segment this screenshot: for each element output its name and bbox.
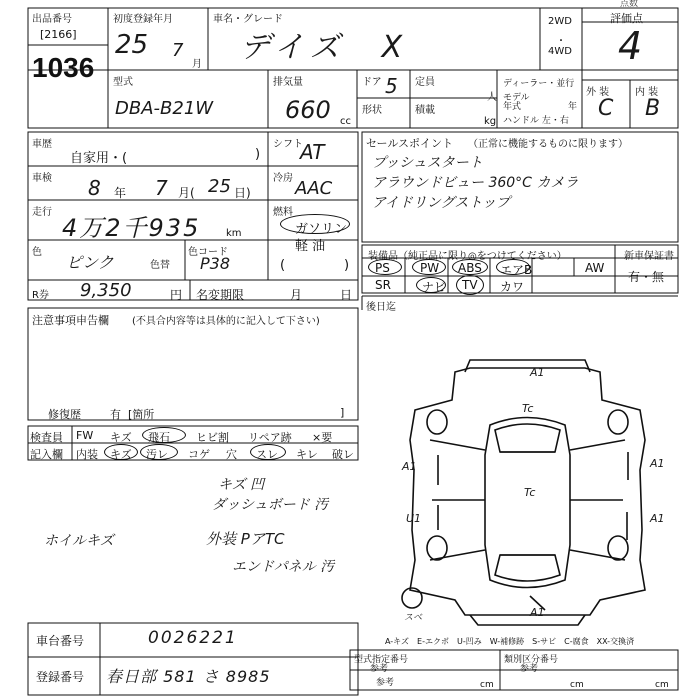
drive-4wd: 4WD: [548, 46, 572, 57]
model-year-label-1: モデル: [503, 93, 530, 103]
row2-burn: コゲ: [188, 448, 210, 461]
drive-2wd: 2WD: [548, 16, 572, 27]
displacement-value: 660: [285, 96, 331, 124]
reg-label: 登録番号: [36, 670, 85, 684]
equip-pw-circle: [412, 259, 446, 275]
damage-mark: A1: [650, 512, 665, 525]
equipment-label: 装備品（純正品に限り◎をつけてください）: [368, 251, 567, 262]
doors-label: ドア: [362, 77, 382, 88]
insp-month-unit: 月(: [178, 186, 195, 200]
color-code-label: 色コード: [188, 247, 228, 258]
row2-scratch: キズ: [110, 448, 132, 461]
equip-sr: SR: [375, 278, 391, 292]
equip-leather: カワ: [500, 280, 525, 294]
equip-airbag: エアB: [500, 263, 533, 277]
caution-note: (不具合内容等は具体的に記入して下さい): [132, 316, 320, 327]
note-line: エンドパネル 汚: [232, 559, 335, 575]
equip-airbag-circle: [496, 259, 530, 275]
row2-wear: スレ: [256, 448, 278, 461]
damage-mark: U1: [406, 512, 422, 525]
dealer-label: ディーラー・並行: [503, 79, 575, 89]
equip-abs: ABS: [458, 261, 482, 275]
capacity-unit: 人: [487, 92, 497, 103]
year-unit: 年: [568, 102, 578, 112]
row1-fw: FW: [76, 429, 94, 442]
sales-point-line: アラウンドビュー 360°C カメラ: [372, 175, 579, 191]
row2-tear: 破レ: [332, 448, 354, 461]
scratch-circle: [104, 444, 138, 460]
ac-value: AAC: [295, 178, 333, 199]
color-value: ピンク: [66, 253, 114, 272]
car-name-label: 車名・グレード: [213, 14, 283, 25]
damage-mark: A1: [650, 457, 665, 470]
row2-interior: 内装: [76, 448, 98, 461]
cc-unit: cc: [340, 116, 351, 127]
reg-value: 春日部 581 さ 8985: [106, 667, 271, 686]
ref-label-1: 参考: [370, 664, 389, 674]
chassis-label: 車台番号: [36, 634, 85, 648]
equip-aw: AW: [585, 261, 605, 275]
capacity-label: 定員: [415, 77, 435, 88]
cm-unit-3: cm: [655, 680, 669, 690]
insp-year: 8: [88, 176, 101, 200]
entry-label: 記入欄: [30, 448, 63, 461]
exterior-value: C: [598, 96, 614, 121]
model-label: 型式: [113, 77, 133, 88]
warranty-label: 新車保証書: [624, 251, 674, 262]
equip-pw: PW: [420, 261, 440, 275]
stone-circle: [142, 427, 186, 443]
mileage-label: 走行: [32, 207, 52, 218]
fuel-bracket-close: ): [344, 258, 350, 273]
post-process-label: 後日迄: [366, 302, 396, 313]
exterior-label: 外 装: [586, 87, 610, 98]
note-line: キズ 凹: [218, 477, 265, 493]
car-name: デイズ X: [240, 30, 409, 65]
damage-mark: A1: [530, 366, 545, 379]
mileage-value: 4万2千935: [62, 214, 201, 242]
interior-value: B: [645, 96, 661, 121]
row1-crack: ヒビ割: [196, 431, 229, 444]
row1-scratch: キズ: [110, 431, 132, 444]
left-note: ホイルキズ: [44, 533, 114, 549]
damage-mark: スベ: [404, 613, 423, 623]
fuel-gas: ガソリン: [295, 222, 348, 237]
yen-unit: 円: [170, 288, 183, 302]
recycle-label: R券: [32, 290, 49, 301]
color-code-value: P38: [200, 254, 231, 273]
kg-unit: kg: [484, 116, 497, 127]
grade-label: 評価点: [610, 12, 643, 25]
row1-repair: リペア跡: [248, 431, 292, 444]
insp-day-unit: 日): [234, 186, 251, 200]
equip-abs-circle: [452, 259, 488, 275]
color-change-label: 色替: [150, 260, 170, 271]
sales-points-label: セールスポイント: [366, 137, 454, 150]
color-label: 色: [32, 247, 42, 258]
name-change-label: 名変期限: [196, 288, 245, 302]
note-line: 外装 PアTC: [206, 530, 285, 548]
insp-month: 7: [155, 176, 168, 200]
partial-top-right: 点数: [620, 0, 639, 9]
stain-circle: [140, 444, 178, 460]
model-cert-label: 型式指定番号: [354, 655, 409, 665]
repair-close: ]: [340, 406, 345, 419]
equip-navi: ナビ: [422, 280, 447, 294]
model-year-label-2: 年式: [503, 102, 522, 112]
first-reg-label: 初度登録年月: [113, 14, 173, 25]
sales-point-line: プッシュスタート: [372, 155, 483, 171]
row2-stain: 汚レ: [146, 448, 168, 461]
interior-label: 内 装: [635, 87, 659, 98]
row2-hole: 穴: [226, 448, 237, 461]
equip-navi-circle: [416, 277, 446, 293]
warranty-value: 有・無: [628, 270, 665, 284]
first-reg-year: 25: [115, 30, 149, 60]
ac-label: 冷房: [273, 173, 293, 184]
load-label: 積載: [415, 105, 435, 116]
cm-unit-1: cm: [480, 680, 494, 690]
fuel-bracket-open: (: [280, 258, 286, 273]
equip-tv-circle: [456, 275, 484, 295]
recycle-value: 9,350: [80, 280, 132, 301]
lot-code: [2166]: [40, 28, 77, 41]
caution-label: 注意事項申告欄: [32, 314, 109, 327]
fuel-diesel: 軽 油: [295, 239, 326, 254]
damage-mark: Tc: [522, 402, 534, 415]
note-line: ダッシュボード 汚: [212, 497, 329, 513]
drive-sep: ・: [556, 36, 566, 47]
inspector-label: 検査員: [30, 431, 63, 444]
grade-value: 4: [618, 24, 643, 68]
equip-ps-circle: [368, 259, 402, 275]
damage-mark: Tc: [524, 486, 536, 499]
name-change-day: 日: [340, 288, 353, 302]
displacement-label: 排気量: [273, 77, 303, 88]
month-unit: 月: [192, 59, 202, 70]
damage-mark: A1: [530, 606, 545, 619]
wear-circle: [250, 444, 286, 460]
damage-mark: A1: [402, 460, 417, 473]
repair-bracket: [箇所: [128, 408, 155, 421]
km-unit: km: [226, 228, 242, 239]
ref-label-3: 参考: [376, 678, 395, 688]
history-close: ): [255, 147, 261, 162]
insp-day: 25: [208, 176, 231, 197]
history-label: 車歴: [32, 139, 52, 150]
repair-label: 修復歴: [48, 408, 81, 421]
shape-label: 形状: [362, 105, 382, 116]
lot-number: 1036: [32, 52, 95, 83]
fuel-gas-circle: [280, 214, 350, 234]
fuel-label: 燃料: [273, 207, 293, 218]
shift-label: シフト: [273, 139, 303, 150]
equip-tv: TV: [462, 278, 478, 292]
row1-stone: 飛石: [148, 431, 170, 444]
name-change-month: 月: [290, 288, 303, 302]
repair-value: 有: [110, 408, 121, 421]
legend: A-キズ E-エクボ U-凹み W-補修跡 S-サビ C-腐食 XX-交換済: [385, 637, 635, 646]
lot-no-label: 出品番号: [32, 14, 72, 25]
row1-need: ×要: [312, 431, 333, 444]
sales-point-line: アイドリングストップ: [372, 195, 510, 211]
first-reg-month: 7: [172, 40, 184, 61]
inspection-label: 車検: [32, 173, 52, 184]
row2-cut: キレ: [296, 448, 318, 461]
class-label: 類別区分番号: [504, 655, 559, 665]
doors-value: 5: [385, 74, 398, 98]
ref-label-2: 参考: [520, 664, 539, 674]
equip-ps: PS: [375, 261, 390, 275]
model-value: DBA-B21W: [115, 98, 214, 119]
shift-value: AT: [300, 140, 325, 164]
handle-label: ハンドル 左・右: [503, 116, 569, 126]
insp-year-unit: 年: [114, 186, 127, 200]
sales-points-note: （正常に機能するものに限ります）: [468, 139, 628, 150]
cm-unit-2: cm: [570, 680, 584, 690]
history-value: 自家用・(: [70, 151, 128, 166]
chassis-value: 0026221: [148, 628, 238, 648]
